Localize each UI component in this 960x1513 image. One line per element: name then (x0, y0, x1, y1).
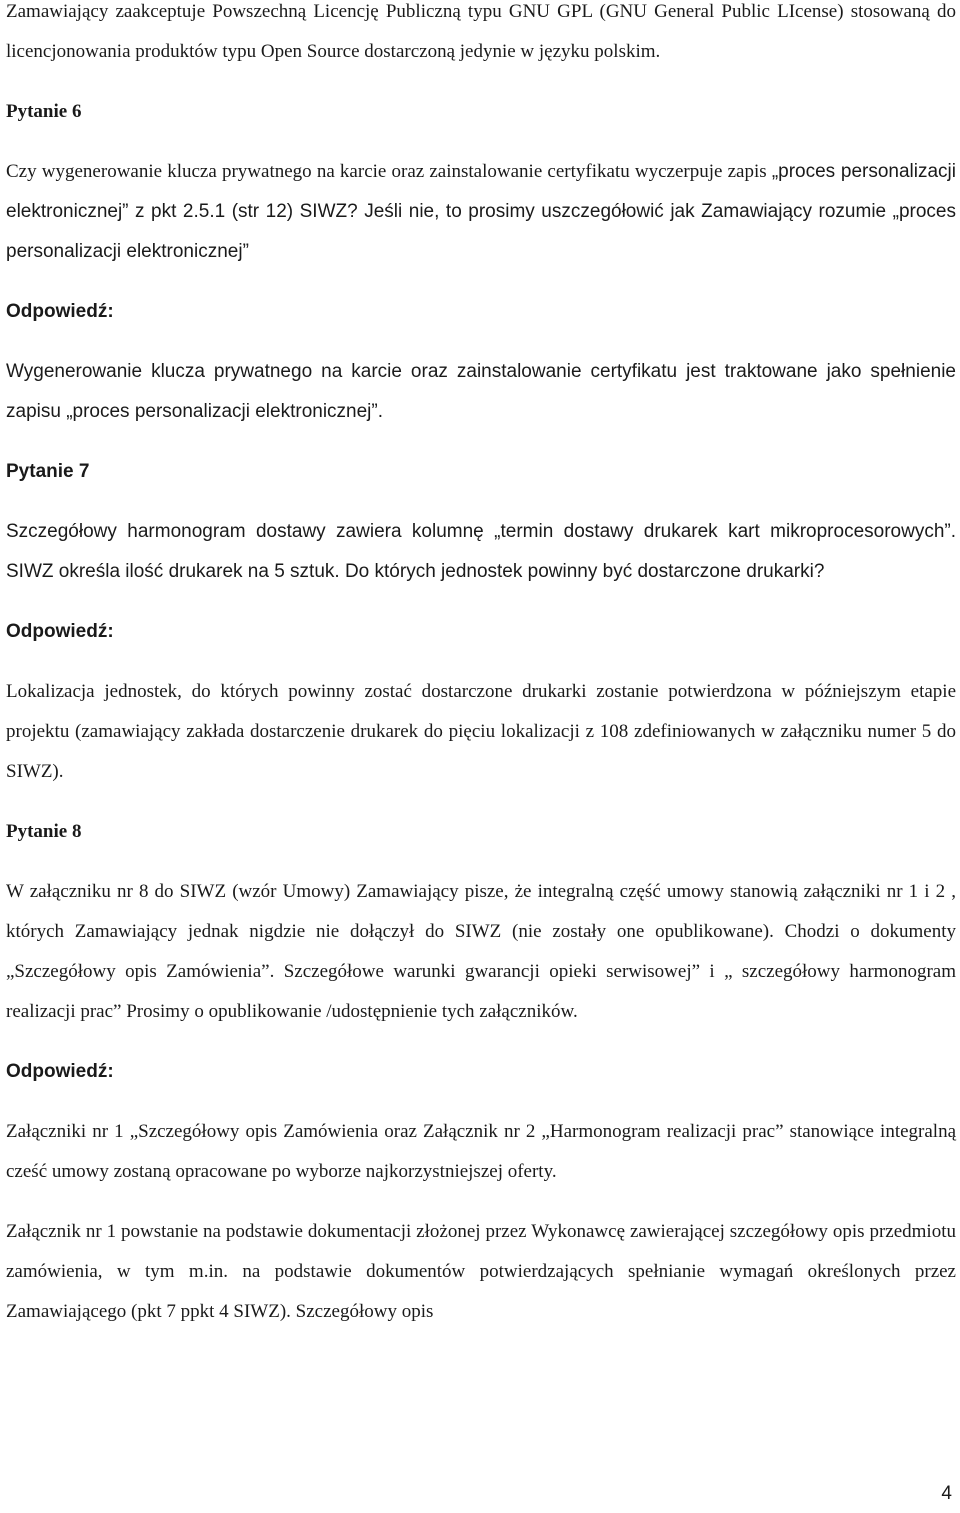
question-7-heading: Pytanie 7 (6, 461, 90, 482)
question-6-heading: Pytanie 6 (6, 101, 82, 122)
question-7-text: Szczegółowy harmonogram dostawy zawiera kolumnę „termin dostawy drukarek kart mikroprocesorowych”. SIWZ określa ilość drukarek na 5 sztuk. Do których jednostek powinny być dostarczone drukarki? (6, 521, 956, 582)
question-6-answer: Wygenerowanie klucza prywatnego na karcie oraz zainstalowanie certyfikatu jest traktowane jako spełnienie zapisu „proces personalizacji elektronicznej”. (6, 361, 956, 422)
question-8-answer-paragraph-2: Załącznik nr 1 powstanie na podstawie dokumentacji złożonej przez Wykonawcę zawierającej szczegółowy opis przedmiotu zamówienia, w tym m.in. na podstawie dokumentów potwierdzających spełnianie wymagań określonych przez Zamawiającego (pkt 7 ppkt 4 SIWZ). Szczegółowy opis (6, 1221, 956, 1322)
question-6-text (6, 152, 956, 272)
question-6-answer-heading: Odpowiedź: (6, 301, 114, 322)
question-8-text: W załączniku nr 8 do SIWZ (wzór Umowy) Zamawiający pisze, że integralną część umowy stanowią załączniki nr 1 i 2 , których Zamawiający jednak nigdzie nie dołączył do SIWZ (nie zostały one opublikowane). Chodzi o dokumenty „Szczegółowy opis Zamówienia”. Szczegółowe warunki gwarancji opieki serwisowej” i „ szczegółowy harmonogram realizacji prac” Prosimy o opublikowanie /udostępnienie tych załączników. (6, 881, 956, 1022)
question-7-answer-heading: Odpowiedź: (6, 621, 114, 642)
question-8-answer-paragraph-1: Załączniki nr 1 „Szczegółowy opis Zamówienia oraz Załącznik nr 2 „Harmonogram realizacji prac” stanowiące integralną cześć umowy zostaną opracowane po wyborze najkorzystniejszej oferty. (6, 1121, 956, 1182)
page-number: 4 (941, 1483, 952, 1504)
question-6-text-serif: Czy wygenerowanie klucza prywatnego na karcie oraz zainstalowanie certyfikatu wyczerpuje zapis (6, 161, 767, 182)
question-8-heading: Pytanie 8 (6, 821, 82, 842)
question-7-answer-line-1: Lokalizacja jednostek, do których powinny zostać dostarczone drukarki zostanie potwierdzona (6, 681, 772, 702)
question-7-answer (6, 672, 956, 792)
document-page (6, 0, 956, 1332)
question-8-answer-heading: Odpowiedź: (6, 1061, 114, 1082)
intro-paragraph: Zamawiający zaakceptuje Powszechną Licencję Publiczną typu GNU GPL (GNU General Public LIcense) stosowaną do licencjonowania produktów typu Open Source dostarczoną jedynie w języku polskim. (6, 1, 956, 62)
question-7-answer-line-2: w późniejszym etapie projektu (zamawiający zakłada dostarczenie drukarek do pięciu lokalizacji z 108 zdefiniowanych w załączniku numer 5 do SIWZ). (6, 681, 957, 782)
question-6-text-sans: „proces personalizacji elektronicznej” z pkt 2.5.1 (str 12) SIWZ? Jeśli nie, to prosimy uszczegółowić jak Zamawiający rozumie „proces personalizacji elektronicznej” (6, 161, 956, 262)
